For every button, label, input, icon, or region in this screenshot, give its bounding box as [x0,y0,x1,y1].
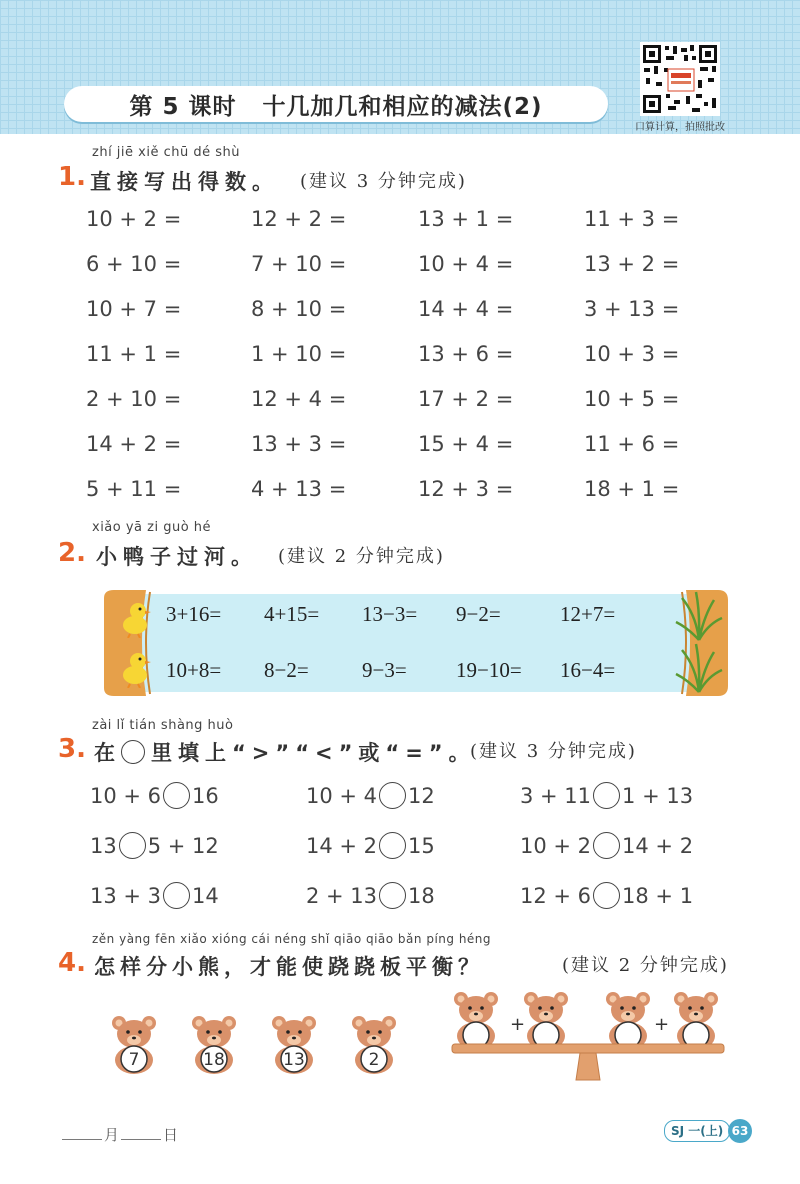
compare-right: 18 [408,883,435,908]
equation: 15 + 4 = [418,432,514,456]
equation: 14 + 4 = [418,297,514,321]
equation: 10 + 4 = [418,252,514,276]
equation: 13 + 2 = [584,252,680,276]
q2-text: 小鸭子过河。 [96,545,258,569]
lesson-title: 十几加几和相应的减法(2) [262,93,543,120]
compare-item [306,782,435,809]
compare-item [90,832,219,859]
qr-caption: 口算计算，拍照批改 [635,122,725,133]
river-equation: 9−3= [362,658,407,682]
grass-icon [674,590,724,642]
equation: 17 + 2 = [418,387,514,411]
compare-right: 15 [408,833,435,858]
lesson-number: 第 5 课时 [129,93,237,120]
equation: 10 + 7 = [86,297,182,321]
compare-right: 1 + 13 [622,783,694,808]
answer-circle[interactable] [593,832,620,859]
compare-left: 10 + 4 [306,783,378,808]
plus-sign: + [654,1014,670,1035]
qr-code[interactable] [640,42,720,116]
equation: 12 + 3 = [418,477,514,501]
equation: 10 + 5 = [584,387,680,411]
equation: 4 + 13 = [251,477,347,501]
q3-pinyin: zài lǐ tián shàng huò [92,718,234,733]
river-equation: 19−10= [456,658,522,682]
river-equation: 16−4= [560,658,616,682]
q4-pinyin: zěn yàng fēn xiǎo xióng cái néng shǐ qiāo qiāo bǎn píng héng [92,932,492,946]
bear-number: 7 [128,1050,140,1070]
compare-left: 14 + 2 [306,833,378,858]
equation: 5 + 11 = [86,477,182,501]
q2-pinyin: xiǎo yā zi guò hé [92,520,212,535]
q1-text: 直接写出得数。 [90,170,279,194]
grade-tag: SJ 一(上) [664,1120,730,1142]
compare-left: 10 + 6 [90,783,162,808]
answer-circle[interactable] [379,782,406,809]
equation: 12 + 2 = [251,207,347,231]
seesaw-bear-icon[interactable] [524,992,568,1050]
equation: 8 + 10 = [251,297,347,321]
bear-icon[interactable] [190,1014,238,1078]
equation: 10 + 3 = [584,342,680,366]
answer-circle[interactable] [163,882,190,909]
compare-left: 12 + 6 [520,883,592,908]
answer-circle[interactable] [163,782,190,809]
equation: 11 + 6 = [584,432,680,456]
day-label: 日 [163,1126,179,1144]
answer-circle[interactable] [593,782,620,809]
bear-icon[interactable] [350,1014,398,1078]
compare-item [520,832,693,859]
river-equation: 8−2= [264,658,309,682]
compare-right: 14 + 2 [622,833,694,858]
river-equation: 10+8= [166,658,222,682]
duckling-icon [118,598,152,638]
river-equation: 13−3= [362,602,418,626]
seesaw-bear-icon[interactable] [454,992,498,1050]
equation: 13 + 1 = [418,207,514,231]
equation: 13 + 3 = [251,432,347,456]
compare-right: 12 [408,783,435,808]
river-equation: 12+7= [560,602,616,626]
seesaw [448,990,728,1084]
answer-circle[interactable] [593,882,620,909]
q1-pinyin: zhí jiē xiě chū dé shù [92,145,240,160]
equation: 1 + 10 = [251,342,347,366]
date-field [60,1124,178,1145]
page-number: 63 [728,1119,752,1143]
q2-number: 2. [58,538,86,568]
answer-circle[interactable] [119,832,146,859]
seesaw-bear-icon[interactable] [606,992,650,1050]
plus-sign: + [510,1014,526,1035]
compare-left: 3 + 11 [520,783,592,808]
compare-item [90,882,219,909]
equation: 10 + 2 = [86,207,182,231]
river-equation: 9−2= [456,602,501,626]
equation: 2 + 10 = [86,387,182,411]
bear-icon[interactable] [110,1014,158,1078]
answer-circle[interactable] [379,882,406,909]
q1-number: 1. [58,162,86,192]
compare-right: 5 + 12 [147,833,219,858]
compare-item [306,882,435,909]
equation: 11 + 1 = [86,342,182,366]
q3-number: 3. [58,734,86,764]
compare-right: 16 [192,783,219,808]
equation: 6 + 10 = [86,252,182,276]
q2-hint: (建议 2 分钟完成) [278,546,445,567]
q3-hint: (建议 3 分钟完成) [470,741,637,762]
equation: 18 + 1 = [584,477,680,501]
duckling-icon [118,648,152,688]
bear-number: 2 [368,1050,380,1070]
bear-number: 13 [283,1050,305,1070]
compare-left: 2 + 13 [306,883,378,908]
q4-hint: (建议 2 分钟完成) [562,955,729,976]
compare-item [306,832,435,859]
compare-right: 14 [192,883,219,908]
equation: 12 + 4 = [251,387,347,411]
q3-text-pre: 在 [94,741,121,765]
grass-icon [674,642,724,694]
q1-hint: (建议 3 分钟完成) [300,171,467,192]
equation: 14 + 2 = [86,432,182,456]
compare-right: 18 + 1 [622,883,694,908]
lesson-title-bar [64,86,608,122]
bear-icon[interactable] [270,1014,318,1078]
compare-left: 13 [90,833,117,858]
compare-left: 10 + 2 [520,833,592,858]
answer-circle[interactable] [379,832,406,859]
blank-circle-icon [121,740,145,764]
compare-left: 13 + 3 [90,883,162,908]
bear-number: 18 [203,1050,225,1070]
river-board [104,590,728,696]
q4-text: 怎样分小熊，才能使跷跷板平衡？ [94,955,484,979]
equation: 13 + 6 = [418,342,514,366]
equation: 7 + 10 = [251,252,347,276]
seesaw-bear-icon[interactable] [674,992,718,1050]
month-label: 月 [104,1126,120,1144]
river-equation: 3+16= [166,602,222,626]
equation: 3 + 13 = [584,297,680,321]
q3-text-post: 里填上“>”“<”或“=”。 [151,741,476,765]
equation: 11 + 3 = [584,207,680,231]
compare-item [520,882,693,909]
river-equation: 4+15= [264,602,320,626]
q3-text [94,737,476,767]
compare-item [90,782,219,809]
q4-number: 4. [58,948,86,978]
compare-item [520,782,693,809]
